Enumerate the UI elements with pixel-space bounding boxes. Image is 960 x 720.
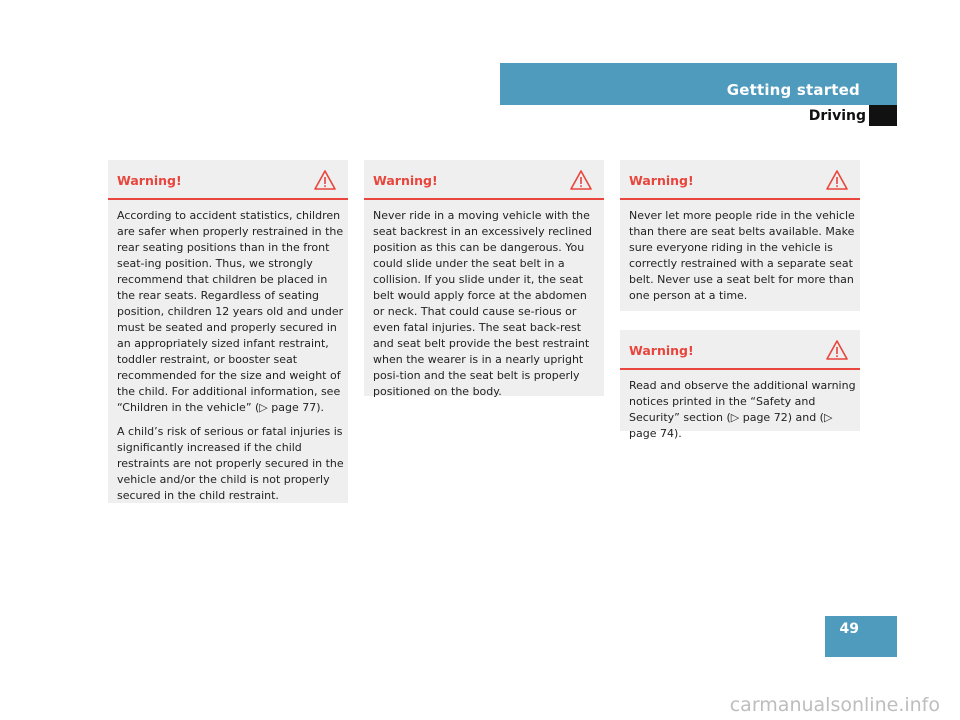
warning-body [620, 200, 860, 304]
subsection-title: Driving [808, 108, 866, 124]
warning-header [364, 160, 604, 200]
warning-body [620, 370, 860, 442]
warning-label: Warning! [629, 173, 694, 188]
section-tab-marker [869, 105, 897, 126]
warning-paragraph: Never ride in a moving vehicle with the seat backrest in an excessively reclined position as this can be dangerous. You could slide under the seat belt in a collision. If you slide under it, the seat belt would apply force at the abdomen or neck. That could cause se-rious or even fatal injuries. The seat back-rest and seat belt provide the best restraint when the wearer is in a nearly upright posi-tion and the seat belt is properly positioned on the body. [373, 209, 593, 398]
warning-box-reclined-seat [364, 160, 604, 396]
section-title: Getting started [726, 81, 860, 99]
warning-paragraph: Never let more people ride in the vehicle than there are seat belts available. Make sure everyone riding in the vehicle is correctly restrained with a separate seat belt. Never use a seat belt for more than one person at a time. [629, 209, 855, 302]
warning-box-seat-belts [620, 160, 860, 311]
warning-triangle-icon [826, 170, 848, 190]
warning-body [108, 200, 348, 504]
warning-label: Warning! [373, 173, 438, 188]
warning-triangle-icon [314, 170, 336, 190]
warning-header [108, 160, 348, 200]
warning-header [620, 160, 860, 200]
page-number: 49 [839, 621, 859, 637]
section-header-bar [500, 63, 897, 105]
warning-header [620, 330, 860, 370]
warning-triangle-icon [826, 340, 848, 360]
warning-box-additional-notices [620, 330, 860, 440]
footer-watermark: carmanualsonline.info [729, 694, 940, 716]
warning-box-children [108, 160, 348, 503]
warning-triangle-icon [570, 170, 592, 190]
warning-label: Warning! [117, 173, 182, 188]
warning-label: Warning! [629, 343, 694, 358]
warning-body [364, 200, 604, 400]
warning-paragraph: According to accident statistics, children are safer when properly restrained in the rear seating positions than in the front seat-ing position. Thus, we strongly recommend that children be placed in the rear seats. Regardless of seating position, children 12 years old and under must be seated and properly secured in an appropriately sized infant restraint, toddler restraint, or booster seat recommended for the size and weight of the child. For additional information, see “Children in the vehicle” (▷ page 77). [117, 209, 344, 414]
warning-paragraph: A child’s risk of serious or fatal injuries is significantly increased if the child restraints are not properly secured in the vehicle and/or the child is not properly secured in the child restraint. [117, 425, 344, 502]
page-number-box [825, 616, 897, 657]
warning-paragraph: Read and observe the additional warning notices printed in the “Safety and Security” section (▷ page 72) and (▷ page 74). [629, 379, 856, 440]
